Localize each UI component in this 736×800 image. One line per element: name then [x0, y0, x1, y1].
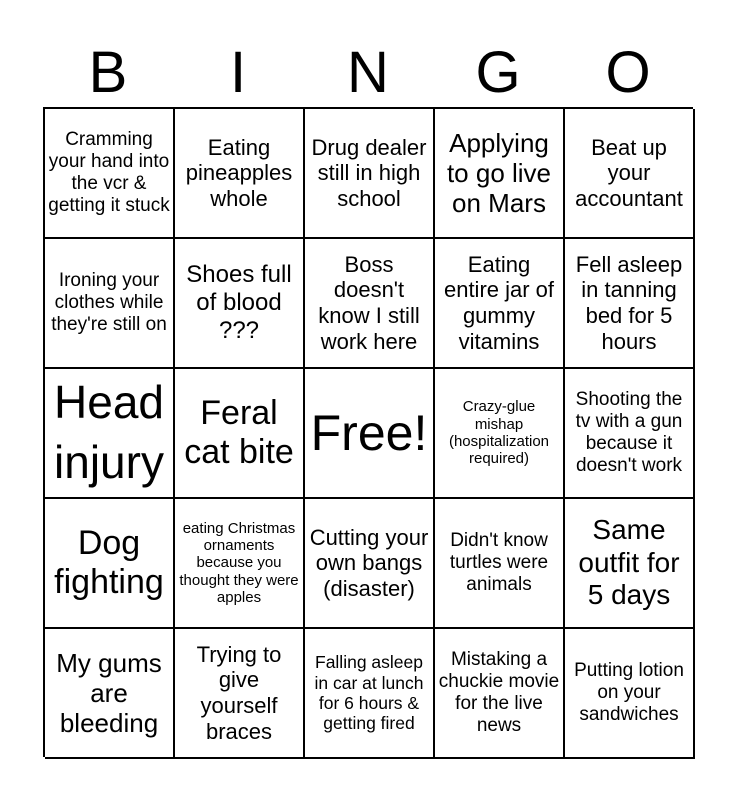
bingo-card-grid [43, 107, 693, 757]
bingo-cell[interactable] [305, 629, 435, 759]
bingo-cell[interactable] [45, 239, 175, 369]
bingo-cell[interactable] [305, 499, 435, 629]
free-space-cell[interactable] [305, 369, 435, 499]
bingo-cell[interactable] [565, 109, 695, 239]
bingo-cell[interactable] [565, 369, 695, 499]
bingo-header [43, 40, 693, 106]
bingo-cell[interactable] [175, 109, 305, 239]
bingo-cell[interactable] [435, 109, 565, 239]
bingo-cell[interactable] [45, 499, 175, 629]
cell-text: eating Christmas ornaments because you thought they were apples [179, 519, 299, 607]
header-letter-g: G [475, 40, 521, 105]
bingo-cell[interactable] [45, 109, 175, 239]
cell-text: Drug dealer still in high school [311, 134, 427, 211]
cell-text: Applying to go live on Mars [446, 127, 552, 219]
bingo-cell[interactable] [45, 369, 175, 499]
bingo-cell[interactable] [175, 369, 305, 499]
cell-text: Falling asleep in car at lunch for 6 hours & getting fired [314, 652, 424, 734]
cell-text: Shooting the tv with a gun because it doesn't work [575, 388, 683, 477]
bingo-cell[interactable] [435, 239, 565, 369]
bingo-cell[interactable] [565, 239, 695, 369]
header-letter-i: I [229, 40, 247, 105]
bingo-cell[interactable] [305, 239, 435, 369]
cell-text: Trying to give yourself braces [196, 641, 282, 744]
bingo-cell[interactable] [435, 499, 565, 629]
bingo-cell[interactable] [435, 369, 565, 499]
cell-text: My gums are bleeding [56, 647, 162, 739]
bingo-cell[interactable] [175, 629, 305, 759]
cell-text: Beat up your accountant [575, 134, 683, 211]
bingo-cell[interactable] [435, 629, 565, 759]
cell-text: Fell asleep in tanning bed for 5 hours [575, 251, 683, 354]
cell-text: Boss doesn't know I still work here [318, 251, 420, 354]
cell-text: Ironing your clothes while they're still on [51, 269, 167, 336]
cell-text: Head injury [54, 376, 164, 488]
cell-text: Cramming your hand into the vcr & getting it stuck [48, 128, 170, 217]
header-letter-b: B [88, 40, 128, 105]
bingo-cell[interactable] [565, 499, 695, 629]
cell-text: Shoes full of blood ??? [186, 261, 292, 344]
cell-text: Dog fighting [54, 523, 164, 601]
cell-text: Mistaking a chuckie movie for the live news [438, 648, 560, 737]
cell-text: Crazy-glue mishap (hospitalization required) [448, 398, 550, 468]
header-letter-n: N [347, 40, 389, 105]
free-space-text: Free! [310, 405, 428, 461]
bingo-cell[interactable] [565, 629, 695, 759]
bingo-cell[interactable] [305, 109, 435, 239]
cell-text: Eating entire jar of gummy vitamins [443, 251, 555, 354]
cell-text: Cutting your own bangs (disaster) [309, 524, 429, 601]
bingo-cell[interactable] [45, 629, 175, 759]
cell-text: Same outfit for 5 days [578, 514, 680, 611]
cell-text: Didn't know turtles were animals [449, 529, 549, 596]
cell-text: Putting lotion on your sandwiches [574, 659, 684, 726]
bingo-cell[interactable] [175, 239, 305, 369]
header-letter-o: O [605, 40, 651, 105]
cell-text: Feral cat bite [184, 393, 294, 471]
cell-text: Eating pineapples whole [185, 134, 293, 211]
bingo-cell[interactable] [175, 499, 305, 629]
